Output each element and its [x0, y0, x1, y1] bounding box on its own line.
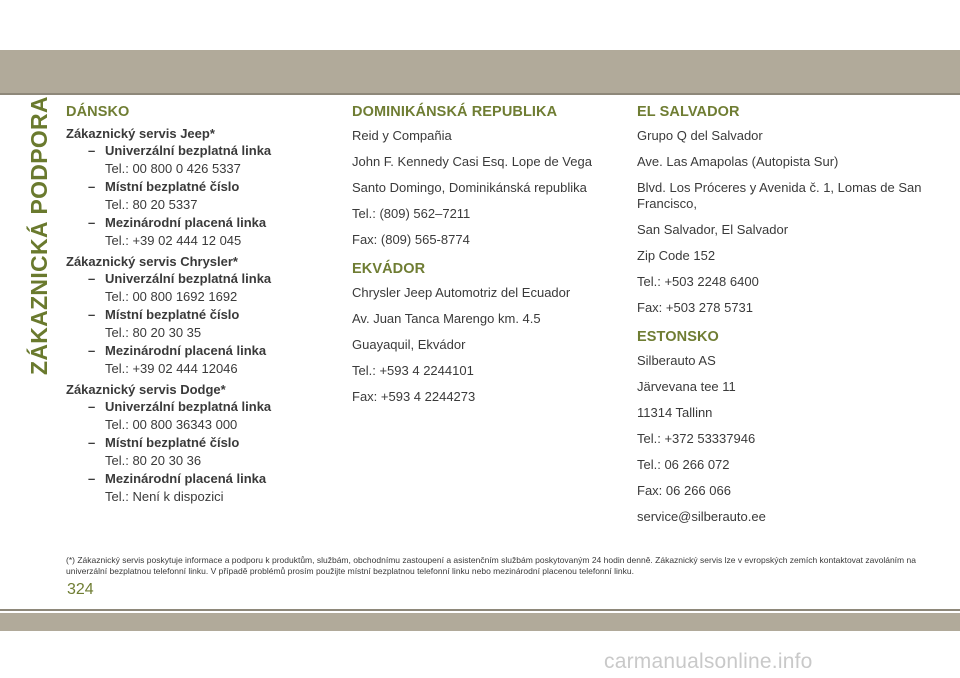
address-line: John F. Kennedy Casi Esq. Lope de Vega	[352, 154, 592, 169]
footnote: (*) Zákaznický servis poskytuje informace a podporu k produktům, službám, obchodnímu zastoupení a asistenčním službám poskytovaným 24 hodin denně. Zákaznický servis lze v evropských zemích kontaktovat zavoláním na univerzální bezplatnou telefonní linku. V případě problémů prosím použijte místní bezplatnou telefonní linku nebo mezinárodní placenou telefonní linku.	[66, 555, 916, 576]
heading-dominican-republic: DOMINIKÁNSKÁ REPUBLIKA	[352, 104, 558, 120]
line-value: Tel.: 80 20 30 35	[105, 325, 202, 340]
line-label: – Univerzální bezplatná linka	[88, 271, 272, 286]
address-line: San Salvador, El Salvador	[637, 222, 789, 237]
phone-line: Tel.: +593 4 2244101	[352, 363, 474, 378]
line-value: Tel.: 00 800 0 426 5337	[105, 161, 241, 176]
address-line: Santo Domingo, Dominikánská republika	[352, 180, 587, 195]
column-dominican-ecuador	[352, 104, 627, 415]
email-line: service@silberauto.ee	[637, 509, 766, 524]
heading-denmark: DÁNSKO	[66, 104, 130, 120]
address-line: Järvevana tee 11	[637, 379, 736, 394]
fax-line: Fax: (809) 565-8774	[352, 232, 470, 247]
line-value: Tel.: 00 800 36343 000	[105, 417, 238, 432]
header-band-rule	[0, 93, 960, 95]
page-number: 324	[67, 581, 94, 598]
address-line: Blvd. Los Próceres y Avenida č. 1, Lomas de San Francisco,	[637, 180, 922, 211]
address-line: Av. Juan Tanca Marengo km. 4.5	[352, 311, 541, 326]
address-line: Chrysler Jeep Automotriz del Ecuador	[352, 285, 571, 300]
line-value: Tel.: 80 20 5337	[105, 197, 198, 212]
fax-line: Fax: +593 4 2244273	[352, 389, 476, 404]
phone-line: Tel.: 06 266 072	[637, 457, 730, 472]
group-dodge	[66, 382, 331, 506]
line-value: Tel.: 80 20 30 36	[105, 453, 202, 468]
heading-estonia: ESTONSKO	[637, 329, 719, 345]
address-line: 11314 Tallinn	[637, 405, 713, 420]
address-line: Silberauto AS	[637, 353, 716, 368]
line-label: – Mezinárodní placená linka	[88, 343, 267, 358]
footer-band	[0, 613, 960, 631]
heading-el-salvador: EL SALVADOR	[637, 104, 740, 120]
fax-line: Fax: +503 278 5731	[637, 300, 754, 315]
column-denmark	[66, 104, 331, 506]
zip-line: Zip Code 152	[637, 248, 716, 263]
line-value: Tel.: +39 02 444 12 045	[105, 233, 242, 248]
column-salvador-estonia	[637, 104, 927, 535]
line-value: Tel.: 00 800 1692 1692	[105, 289, 238, 304]
line-label: – Místní bezplatné číslo	[88, 179, 240, 194]
group-title: Zákaznický servis Chrysler*	[66, 254, 238, 269]
group-title: Zákaznický servis Dodge*	[66, 382, 226, 397]
phone-line: Tel.: (809) 562–7211	[352, 206, 471, 221]
group-chrysler	[66, 254, 331, 378]
line-value: Tel.: Není k dispozici	[105, 489, 224, 504]
line-label: – Univerzální bezplatná linka	[88, 399, 272, 414]
phone-line: Tel.: +372 53337946	[637, 431, 756, 446]
address-line: Reid y Compañia	[352, 128, 452, 143]
side-section-tab: ZÁKAZNICKÁ PODPORA	[26, 96, 52, 375]
header-band	[0, 50, 960, 93]
address-line: Guayaquil, Ekvádor	[352, 337, 466, 352]
watermark: carmanualsonline.info	[604, 650, 813, 673]
line-label: – Mezinárodní placená linka	[88, 471, 267, 486]
fax-line: Fax: 06 266 066	[637, 483, 731, 498]
footer-band-rule	[0, 609, 960, 611]
line-label: – Mezinárodní placená linka	[88, 215, 267, 230]
line-label: – Místní bezplatné číslo	[88, 435, 240, 450]
address-line: Ave. Las Amapolas (Autopista Sur)	[637, 154, 839, 169]
phone-line: Tel.: +503 2248 6400	[637, 274, 759, 289]
group-jeep	[66, 126, 331, 250]
line-label: – Místní bezplatné číslo	[88, 307, 240, 322]
address-line: Grupo Q del Salvador	[637, 128, 763, 143]
line-value: Tel.: +39 02 444 12046	[105, 361, 238, 376]
group-title: Zákaznický servis Jeep*	[66, 126, 215, 141]
line-label: – Univerzální bezplatná linka	[88, 143, 272, 158]
heading-ecuador: EKVÁDOR	[352, 261, 426, 277]
